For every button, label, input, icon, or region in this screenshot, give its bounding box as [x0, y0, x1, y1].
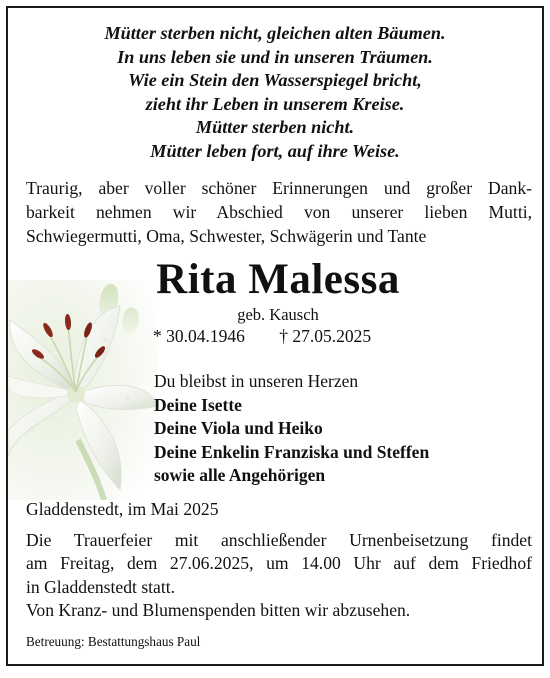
poem-line: Wie ein Stein den Wasserspiegel bricht, — [128, 70, 422, 91]
mourner-name: Deine Isette — [154, 394, 242, 415]
maiden-name: geb. Kausch — [237, 305, 319, 324]
place-date: Gladdenstedt, im Mai 2025 — [26, 499, 219, 519]
lily-flower-image — [8, 280, 158, 500]
poem-line: Mütter sterben nicht. — [195, 117, 355, 138]
birth-date: * 30.04.1946 — [153, 326, 245, 346]
intro-line: barkeit nehmen wir Abschied von unserer lieben Mutti, — [26, 202, 532, 222]
poem-line: In uns leben sie und in unseren Träumen. — [117, 46, 433, 67]
intro-text — [26, 176, 532, 248]
mourners-heading: Du bleibst in unseren Herzen — [154, 371, 359, 391]
funeral-line: am Freitag, dem 27.06.2025, um 14.00 Uhr auf dem Friedhof — [26, 553, 532, 574]
care-note: Betreuung: Bestattungshaus Paul — [26, 634, 201, 649]
obituary-notice — [6, 6, 544, 666]
funeral-line: in Gladdenstedt statt. — [26, 576, 176, 597]
funeral-line: Die Trauerfeier mit anschließender Urnenbeisetzung findet — [26, 530, 532, 550]
funeral-info — [26, 529, 532, 622]
poem-line: zieht ihr Leben in unserem Kreise. — [145, 93, 405, 114]
intro-line: Schwiegermutti, Oma, Schwester, Schwägerin und Tante — [26, 226, 427, 246]
life-dates — [153, 325, 371, 347]
mourners-list — [154, 370, 429, 488]
intro-line: Traurig, aber voller schöner Erinnerungen und großer Dank- — [26, 178, 532, 198]
deceased-name: Rita Malessa — [156, 256, 400, 303]
funeral-line: Von Kranz- und Blumenspenden bitten wir abzusehen. — [26, 599, 411, 620]
mourner-name: Deine Viola und Heiko — [154, 418, 323, 438]
poem-line: Mütter sterben nicht, gleichen alten Bäumen. — [104, 23, 446, 43]
poem-line: Mütter leben fort, auf ihre Weise. — [150, 140, 400, 161]
mourner-name: Deine Enkelin Franziska und Steffen — [154, 441, 430, 462]
death-date: † 27.05.2025 — [279, 326, 372, 346]
poem — [8, 22, 542, 164]
mourner-name: sowie alle Angehörigen — [154, 465, 326, 485]
